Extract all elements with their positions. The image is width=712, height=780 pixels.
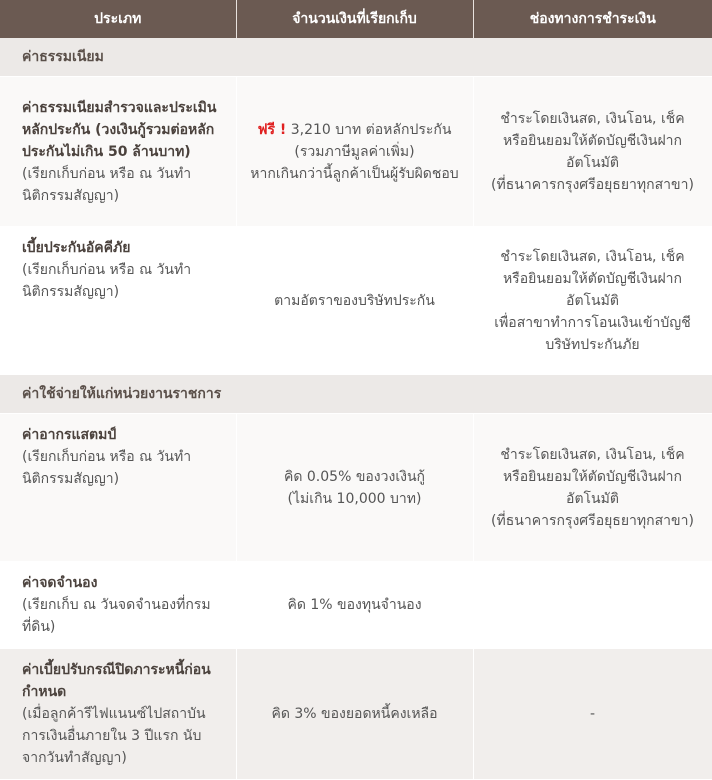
table-row [0,227,712,375]
header-payment: ช่องทางการชำระเงิน [473,0,712,38]
payment-line: ชำระโดยเงินสด, เงินโอน, เช็ค [500,110,685,127]
payment-line: เพื่อสาขาทำการโอนเงินเข้าบัญชีบริษัทประกันภัย [494,314,691,353]
header-amount: จำนวนเงินที่เรียกเก็บ [236,0,473,38]
type-cell [0,414,236,562]
item-title: เบี้ยประกันอัคคีภัย [22,240,131,256]
payment-cell [473,562,712,649]
header-type: ประเภท [0,0,236,38]
amount-line: คิด 0.05% ของวงเงินกู้ [283,468,425,485]
amount-cell [236,414,473,562]
item-note: (เรียกเก็บก่อน หรือ ณ วันทำนิติกรรมสัญญา) [22,165,192,204]
payment-cell [473,414,712,562]
item-note: (เมื่อลูกค้ารีไฟแนนซ์ไปสถาบันการเงินอื่นภายใน 3 ปีแรก นับจากวันทำสัญญา) [22,706,206,766]
type-cell [0,227,236,375]
payment-line: - [589,706,596,722]
section-title: ค่าธรรมเนียม [0,38,712,77]
payment-line: (ที่ธนาคารกรุงศรีอยุธยาทุกสาขา) [491,176,694,193]
section-row [0,38,712,77]
free-badge: ฟรี ! [257,121,287,138]
payment-line: ชำระโดยเงินสด, เงินโอน, เช็ค [500,248,685,265]
amount-line: ตามอัตราของบริษัทประกัน [274,292,435,309]
amount-cell [236,562,473,649]
payment-line: หรือยินยอมให้ตัดบัญชีเงินฝากอัตโนมัติ [502,270,683,309]
section-row [0,375,712,414]
table-row [0,562,712,649]
amount-line: คิด 3% ของยอดหนี้คงเหลือ [271,706,438,722]
payment-cell [473,77,712,227]
payment-line: หรือยินยอมให้ตัดบัญชีเงินฝากอัตโนมัติ [502,132,683,171]
amount-line: หากเกินกว่านี้ลูกค้าเป็นผู้รับผิดชอบ [250,165,459,182]
item-title: ค่าเบี้ยปรับกรณีปิดภาระหนี้ก่อนกำหนด [22,662,211,700]
amount-line: 3,210 บาท ต่อหลักประกัน [290,121,452,138]
item-title: ค่าจดจำนอง [22,575,98,591]
payment-cell [473,227,712,375]
type-cell [0,649,236,780]
payment-cell [473,649,712,780]
amount-cell [236,649,473,780]
payment-line: (ที่ธนาคารกรุงศรีอยุธยาทุกสาขา) [491,512,694,529]
item-note: (เรียกเก็บ ณ วันจดจำนองที่กรมที่ดิน) [22,597,211,635]
table-row [0,77,712,227]
item-title: ค่าอากรแสตมป์ [22,427,117,443]
section-title: ค่าใช้จ่ายให้แก่หน่วยงานราชการ [0,375,712,414]
amount-cell [236,227,473,375]
header-row [0,0,712,38]
amount-line: (ไม่เกิน 10,000 บาท) [287,490,422,507]
item-note: (เรียกเก็บก่อน หรือ ณ วันทำนิติกรรมสัญญา) [22,262,192,300]
type-cell [0,562,236,649]
item-title: ค่าธรรมเนียมสำรวจและประเมินหลักประกัน (วงเงินกู้รวมต่อหลักประกันไม่เกิน 50 ล้านบาท) [22,99,217,160]
table-row [0,649,712,780]
payment-line: ชำระโดยเงินสด, เงินโอน, เช็ค [500,446,685,463]
amount-line: (รวมภาษีมูลค่าเพิ่ม) [294,143,415,160]
item-note: (เรียกเก็บก่อน หรือ ณ วันทำนิติกรรมสัญญา) [22,449,192,487]
payment-line: หรือยินยอมให้ตัดบัญชีเงินฝากอัตโนมัติ [502,468,683,507]
type-cell [0,77,236,227]
amount-line: คิด 1% ของทุนจำนอง [287,597,422,613]
table-row [0,414,712,562]
amount-cell [236,77,473,227]
